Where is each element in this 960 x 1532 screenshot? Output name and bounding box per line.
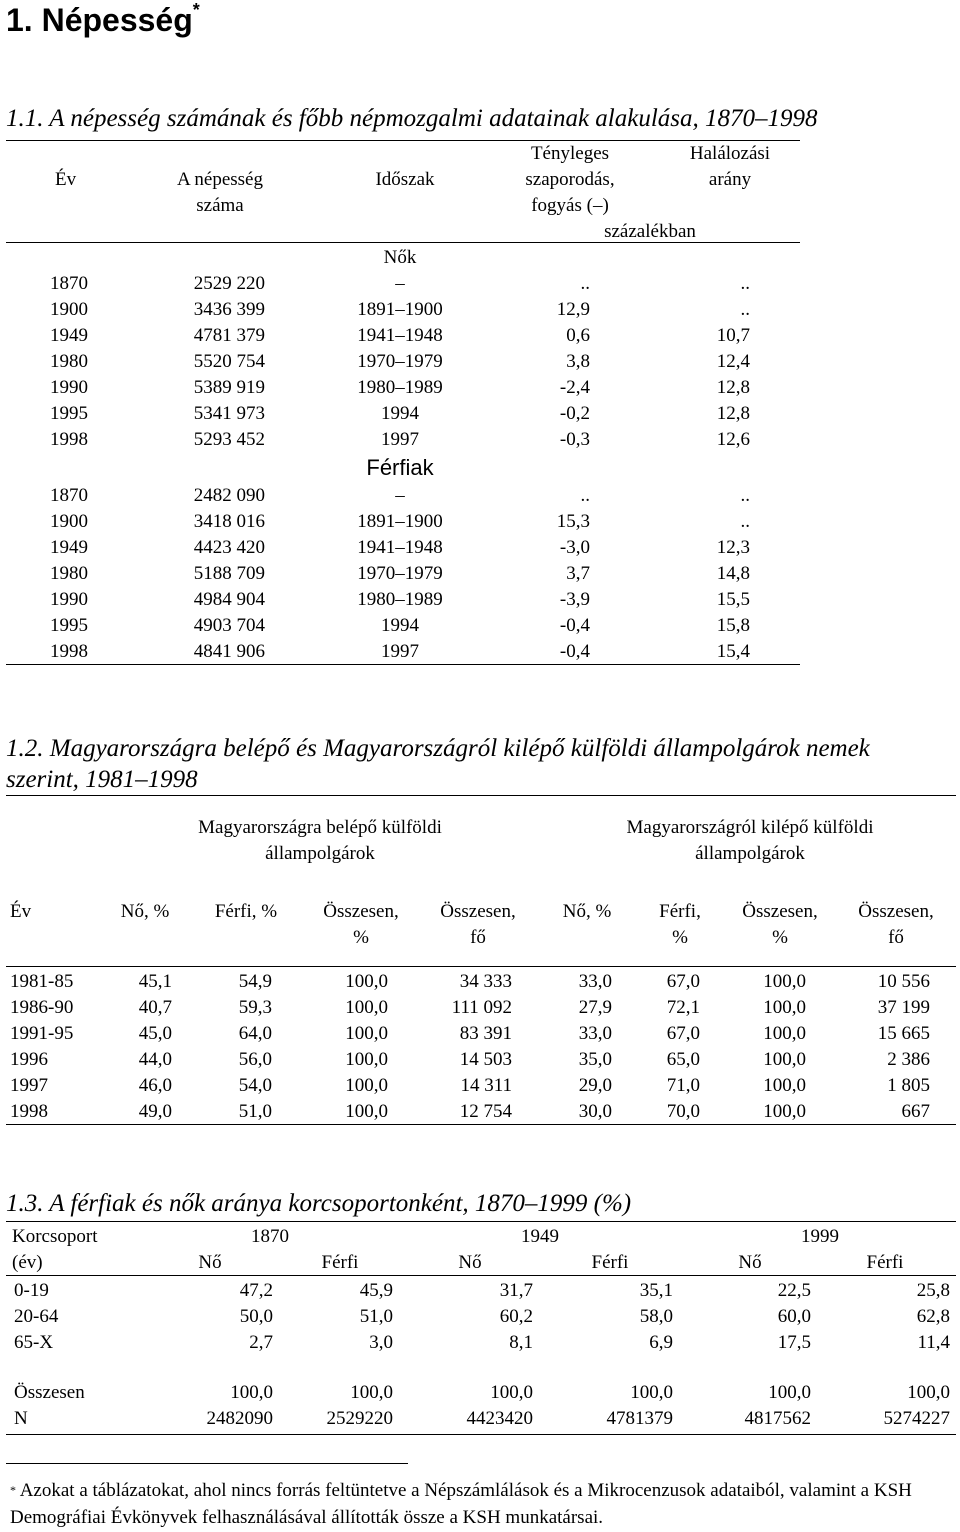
table2-header-5-line1: Nő, %	[562, 901, 612, 922]
table3-total-cell: 100,0	[907, 1382, 950, 1403]
table3-year-1999: 1999	[801, 1226, 839, 1247]
table2-cell: 35,0	[578, 1049, 612, 1070]
table2-header-1-line1: Nő, %	[120, 901, 170, 922]
table3-cell: 6,9	[649, 1332, 673, 1353]
table3-top-rule	[6, 1221, 956, 1222]
table1-nok-idoszak: –	[395, 273, 405, 294]
table2-cell: 1998	[10, 1101, 48, 1122]
table2-cell: 56,0	[238, 1049, 272, 1070]
table2-cell: 44,0	[138, 1049, 172, 1070]
table2-cell: 46,0	[138, 1075, 172, 1096]
table1-ferfi-idoszak: 1994	[381, 615, 419, 636]
table1-nok-szaporodas: -0,3	[559, 429, 590, 450]
table2-header-4-line1: Összesen,	[440, 901, 516, 922]
table1-nok-ev: 1949	[50, 325, 88, 346]
table3-title: 1.3. A férfiak és nők aránya korcsoportonként, 1870–1999 (%)	[6, 1190, 632, 1217]
table1-nok-halalozas: 12,6	[716, 429, 750, 450]
table2-cell: 111 092	[451, 997, 512, 1018]
table1-col-szap-2: szaporodás,	[525, 169, 615, 190]
heading-footnote-mark: *	[192, 0, 200, 20]
table3-total-cell: 100,0	[490, 1382, 533, 1403]
table3-total-cell: 4423420	[466, 1408, 533, 1429]
table1-ferfi-ev: 1949	[50, 537, 88, 558]
table2-cell: 71,0	[666, 1075, 700, 1096]
table2-cell: 72,1	[666, 997, 700, 1018]
table3-cell: 65-X	[14, 1332, 54, 1353]
table1-nok-nepesseg: 2529 220	[193, 273, 265, 294]
table1-ferfi-nepesseg: 2482 090	[193, 485, 265, 506]
table2-cell: 100,0	[763, 971, 806, 992]
table3-cell: 0-19	[14, 1280, 49, 1301]
table3-cell: 50,0	[239, 1306, 273, 1327]
table1-nok-halalozas: 12,4	[716, 351, 750, 372]
table2-header-rule	[6, 966, 956, 967]
table1-nok-nepesseg: 3436 399	[193, 299, 265, 320]
table1-ferfi-szaporodas: -0,4	[559, 641, 590, 662]
table3-total-cell: 100,0	[768, 1382, 811, 1403]
table1-ferfi-halalozas: 14,8	[716, 563, 750, 584]
footnote	[10, 1477, 950, 1531]
table2-cell: 1996	[10, 1049, 48, 1070]
page-heading	[6, 2, 200, 39]
table3-year-1870: 1870	[251, 1226, 289, 1247]
table1-ferfi-ev: 1980	[50, 563, 88, 584]
table1-nok-ev: 1870	[50, 273, 88, 294]
table1-col-ev: Év	[55, 169, 77, 190]
table2-cell: 34 333	[459, 971, 512, 992]
table1-nok-szaporodas: 0,6	[566, 325, 590, 346]
table3-total-cell: 100,0	[350, 1382, 393, 1403]
table2-cell: 54,9	[238, 971, 272, 992]
table2-header-7-line2: %	[772, 927, 788, 948]
table1-header-rule	[6, 242, 800, 243]
table1-ferfi-halalozas: ..	[740, 511, 750, 532]
table3-total-cell: 4817562	[744, 1408, 811, 1429]
table2-header-8-line2: fő	[888, 927, 904, 948]
table3-total-cell: 4781379	[606, 1408, 673, 1429]
table1-ferfi-ev: 1870	[50, 485, 88, 506]
table2-cell: 45,0	[138, 1023, 172, 1044]
table2-cell: 40,7	[138, 997, 172, 1018]
table2-header-7-line1: Összesen,	[742, 901, 818, 922]
table1-ferfi-szaporodas: 3,7	[566, 563, 590, 584]
table1-nok-nepesseg: 5293 452	[193, 429, 265, 450]
table2-group-out-2: állampolgárok	[695, 843, 805, 864]
table2-header-0-line1: Év	[10, 901, 32, 922]
table2-group-in-2: állampolgárok	[265, 843, 375, 864]
table2-bottom-rule	[6, 1124, 956, 1125]
table2-group-out-1: Magyarországról kilépő külföldi	[626, 817, 874, 838]
table2-cell: 14 503	[459, 1049, 512, 1070]
table1-nok-nepesseg: 5341 973	[193, 403, 265, 424]
table1-nok-ev: 1990	[50, 377, 88, 398]
table3-cell: 3,0	[369, 1332, 393, 1353]
table2-cell: 667	[901, 1101, 930, 1122]
table1-ferfi-nepesseg: 4423 420	[193, 537, 265, 558]
table1-nok-szaporodas: 3,8	[566, 351, 590, 372]
table2-cell: 100,0	[345, 997, 388, 1018]
table2-cell: 65,0	[666, 1049, 700, 1070]
table1-col-hal-1: Halálozási	[689, 143, 771, 164]
table2-cell: 67,0	[666, 1023, 700, 1044]
table1-nok-idoszak: 1997	[381, 429, 419, 450]
table2-header-8-line1: Összesen,	[858, 901, 934, 922]
table2-top-rule	[6, 795, 956, 796]
table3-cell: 60,0	[777, 1306, 811, 1327]
table3-cell: 35,1	[639, 1280, 673, 1301]
table1-ferfi-halalozas: 15,8	[716, 615, 750, 636]
table1-col-idoszak: Időszak	[375, 169, 435, 190]
table1-group-nok: Nők	[383, 247, 417, 268]
table2-header-2-line1: Férfi, %	[214, 901, 278, 922]
table3-cell: 58,0	[639, 1306, 673, 1327]
table3-subhead-nő: Nő	[738, 1252, 762, 1273]
table1-nok-halalozas: 12,8	[716, 377, 750, 398]
table2-header-4-line2: fő	[470, 927, 486, 948]
table3-cell: 8,1	[509, 1332, 533, 1353]
table1-ferfi-halalozas: ..	[740, 485, 750, 506]
table1-nok-idoszak: 1891–1900	[357, 299, 443, 320]
table1-ferfi-nepesseg: 4841 906	[193, 641, 265, 662]
table3-cell: 22,5	[777, 1280, 811, 1301]
table1-nok-halalozas: 12,8	[716, 403, 750, 424]
table2-cell: 15 665	[877, 1023, 930, 1044]
table3-subhead-férfi: Férfi	[591, 1252, 629, 1273]
table2-cell: 100,0	[345, 1101, 388, 1122]
table1-ferfi-ev: 1900	[50, 511, 88, 532]
table1-ferfi-szaporodas: -3,0	[559, 537, 590, 558]
table2-cell: 54,0	[238, 1075, 272, 1096]
table1-nok-nepesseg: 5520 754	[193, 351, 265, 372]
table1-nok-halalozas: ..	[740, 273, 750, 294]
table1-nok-ev: 1980	[50, 351, 88, 372]
table3-total-cell: N	[14, 1408, 28, 1429]
table2-cell: 12 754	[459, 1101, 512, 1122]
table1-nok-szaporodas: -0,2	[559, 403, 590, 424]
table1-group-ferfiak: Férfiak	[366, 455, 434, 480]
table1-ferfi-ev: 1990	[50, 589, 88, 610]
table3-subhead-férfi: Férfi	[866, 1252, 904, 1273]
table3-total-cell: 100,0	[230, 1382, 273, 1403]
table1-nok-nepesseg: 4781 379	[193, 325, 265, 346]
table1-col-nepesseg-1: A népesség	[176, 169, 263, 190]
table2-cell: 100,0	[345, 1075, 388, 1096]
table1-nok-idoszak: 1980–1989	[357, 377, 443, 398]
table1-ferfi-nepesseg: 4903 704	[193, 615, 265, 636]
table3-year-1949: 1949	[521, 1226, 559, 1247]
table3-cell: 47,2	[239, 1280, 273, 1301]
table1-ferfi-szaporodas: -0,4	[559, 615, 590, 636]
table2-cell: 14 311	[460, 1075, 512, 1096]
table3-subhead-férfi: Férfi	[321, 1252, 359, 1273]
table3-subhead-nő: Nő	[458, 1252, 482, 1273]
table1-nok-ev: 1900	[50, 299, 88, 320]
table3-cell: 60,2	[499, 1306, 533, 1327]
table3-cell: 11,4	[917, 1332, 950, 1353]
table3-cell: 20-64	[14, 1306, 59, 1327]
table2-cell: 100,0	[763, 997, 806, 1018]
table1-unit: százalékban	[604, 221, 696, 242]
table1-nok-idoszak: 1970–1979	[357, 351, 443, 372]
table2-cell: 64,0	[238, 1023, 272, 1044]
table1-col-hal-2: arány	[708, 169, 752, 190]
table2-header-3-line2: %	[353, 927, 369, 948]
table3-cell: 62,8	[916, 1306, 950, 1327]
table1-col-szap-3: fogyás (–)	[531, 195, 609, 216]
table3-total-cell: Összesen	[14, 1382, 85, 1403]
table3-col-korcsoport-2: (év)	[12, 1252, 43, 1273]
heading-title: 1. Népesség	[6, 2, 193, 38]
table1-ferfi-ev: 1995	[50, 615, 88, 636]
table1-nok-ev: 1998	[50, 429, 88, 450]
table1-ferfi-idoszak: 1891–1900	[357, 511, 443, 532]
table2-header-3-line1: Összesen,	[323, 901, 399, 922]
table3-cell: 2,7	[249, 1332, 273, 1353]
table2-cell: 100,0	[763, 1075, 806, 1096]
table1-nok-szaporodas: -2,4	[559, 377, 590, 398]
table1-nok-nepesseg: 5389 919	[193, 377, 265, 398]
table1-nok-szaporodas: ..	[580, 273, 590, 294]
table2-cell: 10 556	[877, 971, 930, 992]
table2-header-6-line1: Férfi,	[659, 901, 701, 922]
table3-bottom-rule	[6, 1434, 956, 1435]
table3-cell: 17,5	[777, 1332, 811, 1353]
table1-bottom-rule	[6, 664, 800, 665]
table1-ferfi-szaporodas: 15,3	[556, 511, 590, 532]
table2-cell: 29,0	[578, 1075, 612, 1096]
footnote-text: Azokat a táblázatokat, ahol nincs forrás feltüntetve a Népszámlálások és a Mikrocenzusok adataiból, valamint a KSH Demográfiai Évkönyvek felhasználásával állították össze a KSH munkatársai.	[10, 1480, 912, 1528]
table2-cell: 2 386	[887, 1049, 930, 1070]
table1-ferfi-nepesseg: 4984 904	[193, 589, 265, 610]
table1-col-szap-1: Tényleges	[530, 143, 610, 164]
footnote-mark: *	[10, 1483, 16, 1497]
table1-title: 1.1. A népesség számának és főbb népmozgalmi adatainak alakulása, 1870–1998	[6, 105, 818, 132]
table1-nok-halalozas: 10,7	[716, 325, 750, 346]
table2-header-6-line2: %	[672, 927, 688, 948]
table2-cell: 100,0	[763, 1049, 806, 1070]
table2-cell: 100,0	[345, 1049, 388, 1070]
table1-nok-halalozas: ..	[740, 299, 750, 320]
table1-ferfi-idoszak: 1970–1979	[357, 563, 443, 584]
table2-group-in-1: Magyarországra belépő külföldi	[198, 817, 442, 838]
table2-cell: 100,0	[345, 971, 388, 992]
table2-cell: 51,0	[238, 1101, 272, 1122]
table2-cell: 1981-85	[10, 971, 74, 992]
table2-cell: 70,0	[666, 1101, 700, 1122]
table1-nok-idoszak: 1941–1948	[357, 325, 443, 346]
table2-cell: 33,0	[578, 1023, 612, 1044]
table3-subhead-nő: Nő	[198, 1252, 222, 1273]
table3-header-rule	[6, 1275, 956, 1276]
table1-col-nepesseg-2: száma	[196, 195, 244, 216]
table3-total-cell: 2529220	[326, 1408, 393, 1429]
table2-cell: 33,0	[578, 971, 612, 992]
table2-cell: 30,0	[578, 1101, 612, 1122]
table3-col-korcsoport-1: Korcsoport	[12, 1226, 98, 1247]
table3-cell: 45,9	[359, 1280, 393, 1301]
table2-cell: 100,0	[763, 1101, 806, 1122]
table1-ferfi-szaporodas: ..	[580, 485, 590, 506]
table1-ferfi-halalozas: 12,3	[716, 537, 750, 558]
table3-cell: 31,7	[499, 1280, 533, 1301]
table2-title: 1.2. Magyarországra belépő és Magyarországról kilépő külföldi állampolgárok nemek szerint, 1981–1998	[6, 735, 870, 793]
table2-cell: 59,3	[238, 997, 272, 1018]
table1-ferfi-idoszak: 1941–1948	[357, 537, 443, 558]
table2-cell: 83 391	[459, 1023, 512, 1044]
table1-nok-idoszak: 1994	[381, 403, 419, 424]
table2-cell: 100,0	[763, 1023, 806, 1044]
footnote-rule	[6, 1463, 408, 1464]
table3-cell: 25,8	[916, 1280, 950, 1301]
table3-total-cell: 5274227	[883, 1408, 950, 1429]
table2-cell: 27,9	[578, 997, 612, 1018]
table2-cell: 1986-90	[10, 997, 74, 1018]
table1-ferfi-ev: 1998	[50, 641, 88, 662]
table3-total-cell: 100,0	[630, 1382, 673, 1403]
table2-cell: 1991-95	[10, 1023, 74, 1044]
table1-nok-ev: 1995	[50, 403, 88, 424]
table1-ferfi-idoszak: 1997	[381, 641, 419, 662]
table1-ferfi-idoszak: –	[395, 485, 405, 506]
table1-ferfi-nepesseg: 5188 709	[193, 563, 265, 584]
table2-cell: 49,0	[138, 1101, 172, 1122]
table1-ferfi-halalozas: 15,4	[716, 641, 750, 662]
table2-cell: 100,0	[345, 1023, 388, 1044]
table2-cell: 1 805	[887, 1075, 930, 1096]
table3-total-cell: 2482090	[206, 1408, 273, 1429]
table1-nok-szaporodas: 12,9	[556, 299, 590, 320]
table1-top-rule	[6, 140, 800, 141]
table3-cell: 51,0	[359, 1306, 393, 1327]
table2-cell: 67,0	[666, 971, 700, 992]
table1-ferfi-halalozas: 15,5	[716, 589, 750, 610]
table1-ferfi-szaporodas: -3,9	[559, 589, 590, 610]
table2-cell: 1997	[10, 1075, 48, 1096]
table1-ferfi-idoszak: 1980–1989	[357, 589, 443, 610]
table2-cell: 45,1	[138, 971, 172, 992]
table1-ferfi-nepesseg: 3418 016	[193, 511, 265, 532]
table2-cell: 37 199	[877, 997, 930, 1018]
